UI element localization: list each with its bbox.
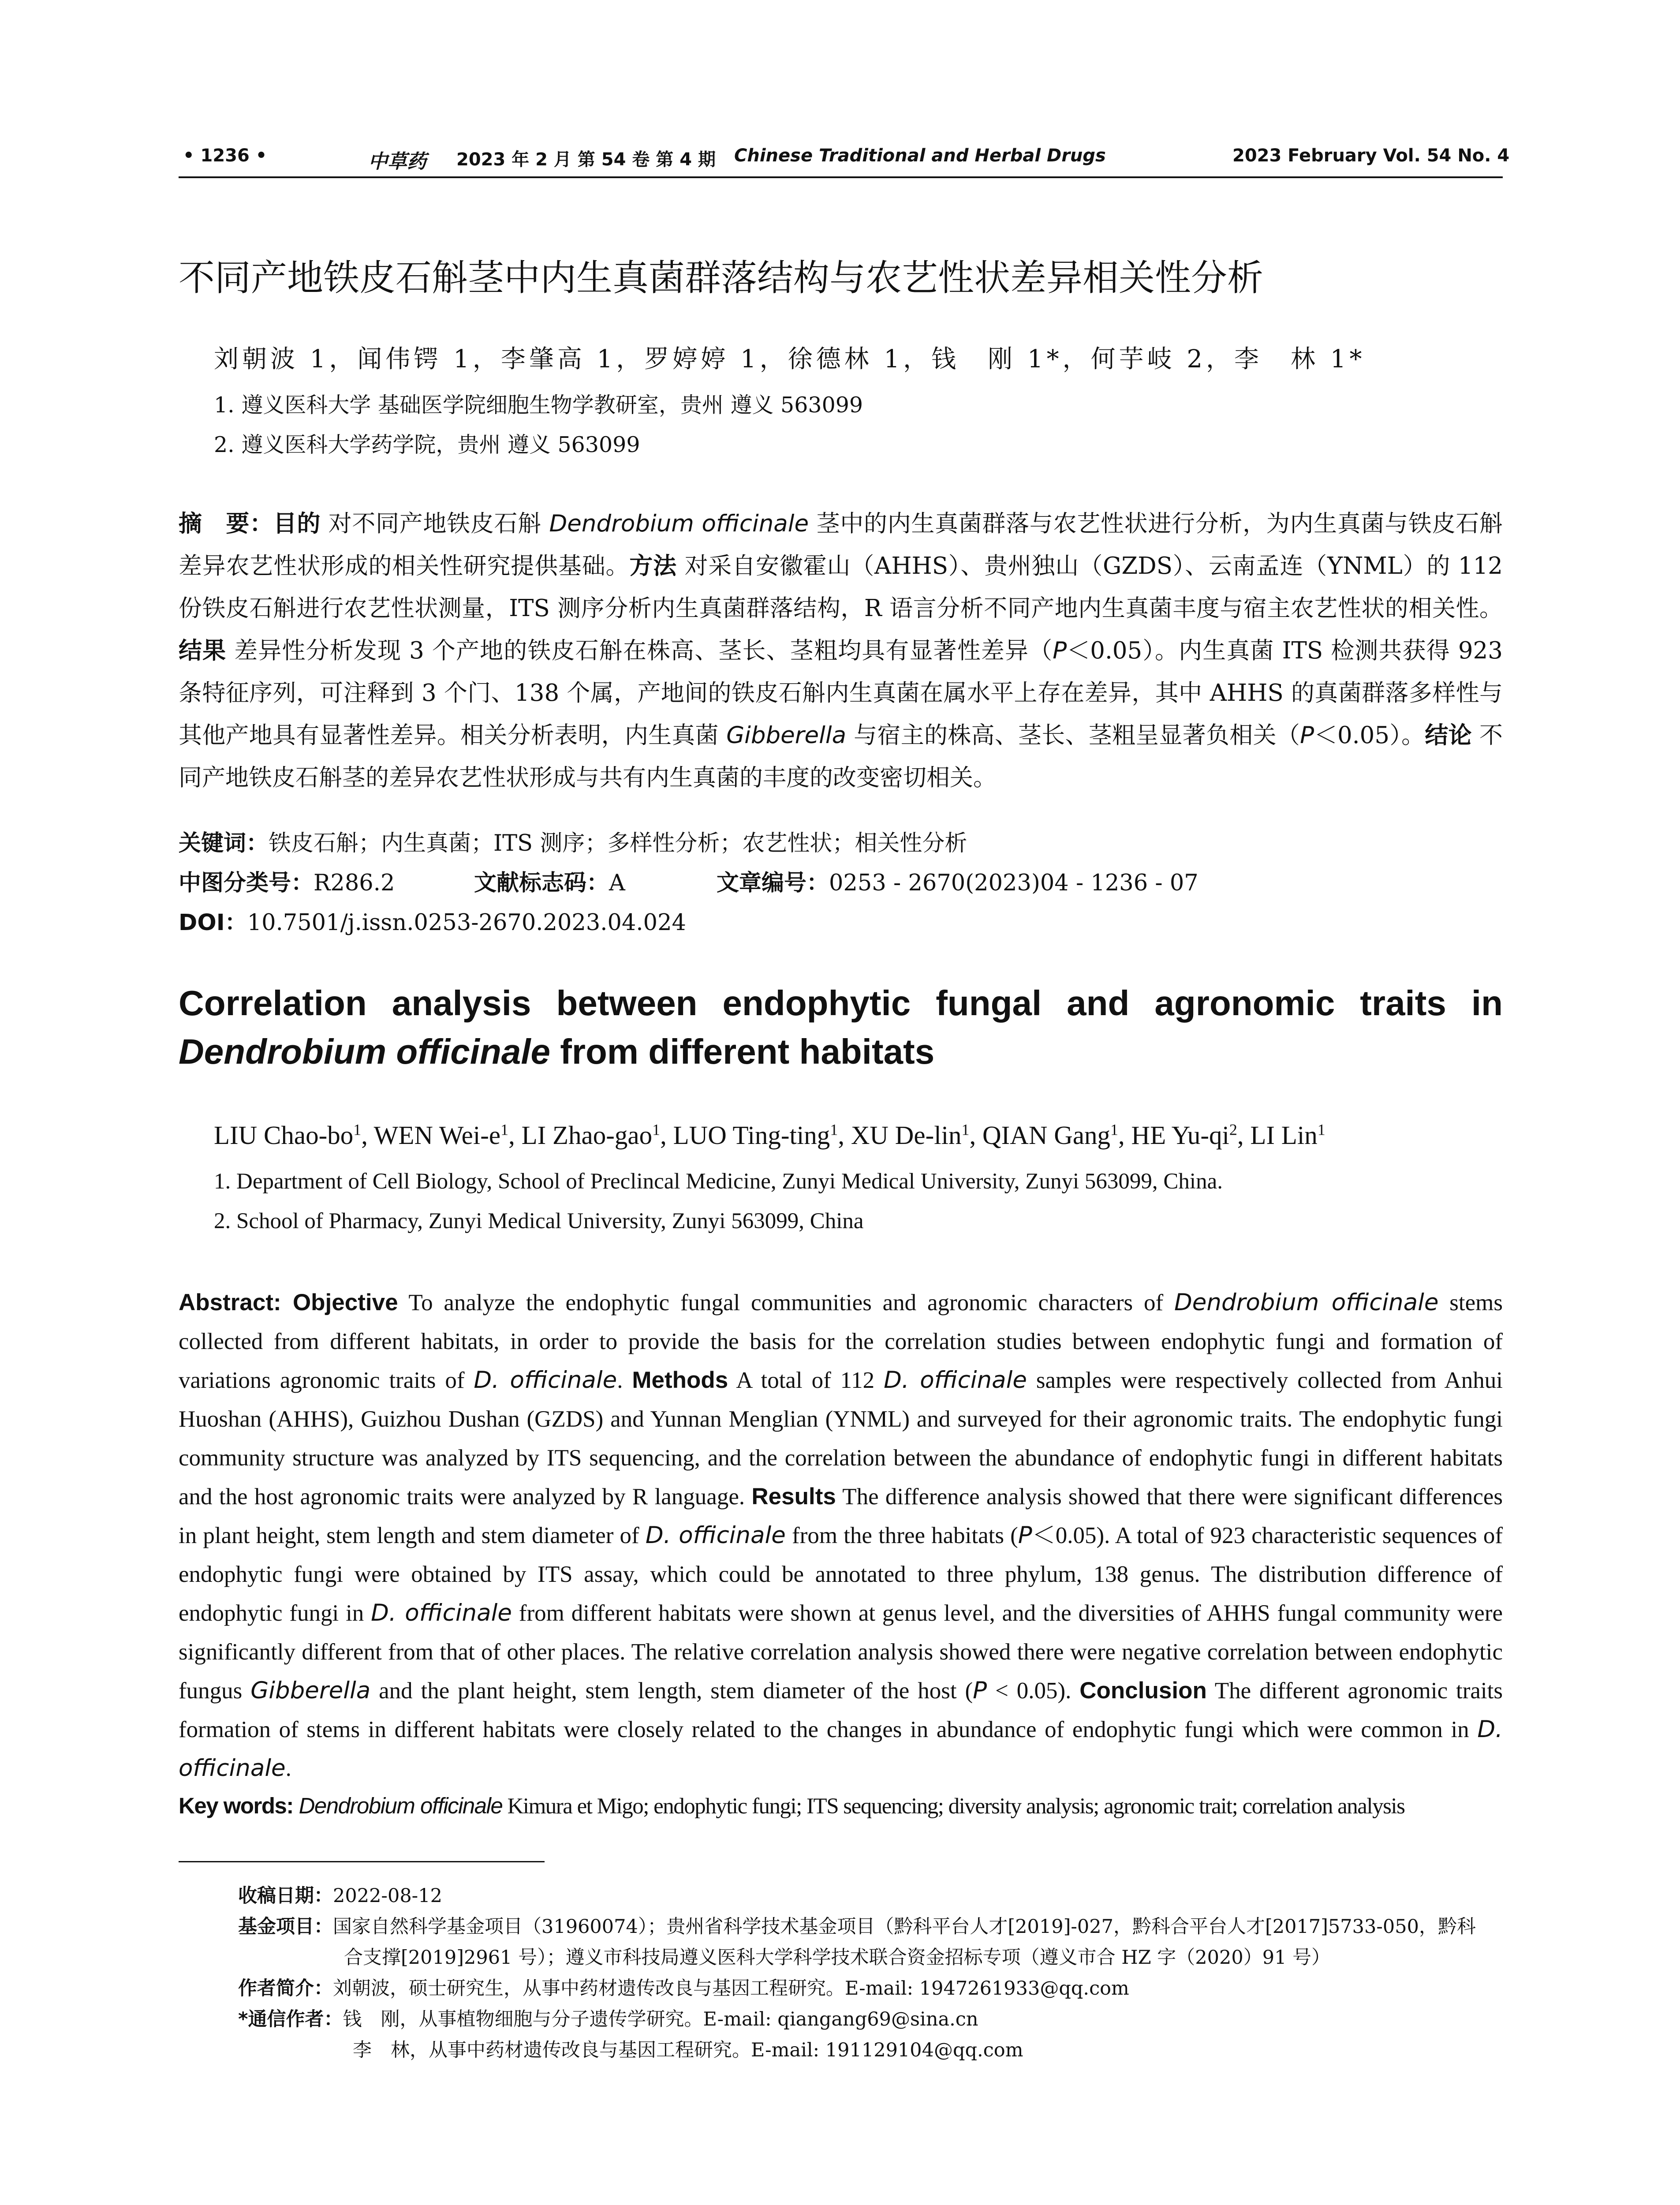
- species-name: Dendrobium officinale: [179, 1032, 551, 1071]
- conclusion-en-text: The different agronomic traits formation of stems in different habitats were closely related to the changes in abundance of endophytic fungi which were common in: [179, 1678, 1503, 1742]
- issue-cn: 2023 年 2 月 第 54 卷 第 4 期: [456, 149, 716, 170]
- species-name: Dendrobium officinale: [1174, 1289, 1439, 1316]
- conclusion-en-label: Conclusion: [1079, 1678, 1207, 1704]
- results-zh-label: 结果: [179, 637, 227, 664]
- author-en-affiliation-mark: 1: [961, 1121, 970, 1139]
- author-en-affiliation-mark: 2: [1229, 1121, 1237, 1139]
- footnote-fund-cont: 合支撑[2019]2961 号）；遵义市科技局遵义医科大学科学技术联合资金招标专项（遵义市合 HZ 字（2020）91 号）: [344, 1947, 1331, 1969]
- running-header: [179, 146, 1510, 176]
- p-symbol: P: [1300, 722, 1314, 749]
- author-en-name: LUO Ting-ting: [673, 1121, 830, 1150]
- corresponding-author-1: 钱 刚，从事植物细胞与分子遗传学研究。E-mail: qiangang69@sina.cn: [343, 2008, 978, 2030]
- title-en-line1: Correlation analysis between endophytic fungal and agronomic traits in: [179, 983, 1503, 1023]
- affiliation-zh-2: 2. 遵义医科大学药学院，贵州 遵义 563099: [214, 432, 640, 457]
- author-en-affiliation-mark: 1: [353, 1121, 362, 1139]
- author-bio-text: 刘朝波，硕士研究生，从事中药材遗传改良与基因工程研究。E-mail: 1947261933@qq.com: [333, 1977, 1129, 1999]
- author-en-name: QIAN Gang: [982, 1121, 1111, 1150]
- footnote-corresponding: [238, 2004, 978, 2031]
- authors-en: LIU Chao-$bo^1$, WEN Wei-$e^1$, LI Zhao-gao$^1$, LUO Ting-ting$^1$, XU De-lin$^1$, QIAN Gang$^1$, HE $Yu-qi^2$, LI Lin$^1$: [214, 1121, 1325, 1150]
- affiliation-en-2: 2. School of Pharmacy, Zunyi Medical University, Zunyi 563099, China: [214, 1209, 864, 1233]
- affiliation-en-1: 1. Department of Cell Biology, School of Preclincal Medicine, Zunyi Medical University, Zunyi 563099, China.: [214, 1169, 1223, 1194]
- species-name: D. officinale: [884, 1367, 1027, 1394]
- footnote-rule: [179, 1861, 545, 1862]
- objective-en-text: stems collected from different habitats, in order to provide the basis for the correlation studies between endophytic fungi and formation of variations agronomic traits of: [179, 1290, 1503, 1393]
- conclusion-zh-text: 不同产地铁皮石斛茎的差异农艺性状形成与共有内生真菌的丰度的改变密切相关。: [179, 722, 1503, 791]
- journal-name-en: Chinese Traditional and Herbal Drugs: [734, 146, 1106, 166]
- title-en-line2: [179, 1028, 1503, 1076]
- doi-label: DOI：: [179, 910, 247, 936]
- objective-zh-label: 目的: [273, 510, 321, 537]
- journal-logo: 中草药: [368, 150, 426, 173]
- species-name: D. officinale: [474, 1367, 617, 1394]
- clc-value: R286.2: [314, 870, 395, 896]
- article-no-label: 文章编号：: [717, 870, 829, 896]
- methods-zh-label: 方法: [629, 553, 677, 579]
- species-name: Dendrobium officinale: [299, 1793, 503, 1818]
- fund-text: 国家自然科学基金项目（31960074）；贵州省科学技术基金项目（黔科平台人才[2019]-027，黔科合平台人才[2017]5733-050，黔科: [333, 1916, 1476, 1938]
- author-en-affiliation-mark: 1: [652, 1121, 661, 1139]
- objective-en-label: Objective: [292, 1289, 398, 1316]
- title-en-rest: from different habitats: [550, 1032, 935, 1071]
- species-name: Dendrobium officinale: [549, 510, 809, 537]
- results-zh-text: ＜0.05）。: [1314, 722, 1425, 749]
- results-zh-text: ＜0.05）。内生真菌 ITS 检测共获得 923 条特征序列，可注释到 3 个门、138 个属，产地间的铁皮石斛内生真菌在属水平上存在差异，其中 AHHS 的真菌群落多样性与其他产地具有显著性差异。相关分析表明，内生真菌: [179, 637, 1503, 749]
- results-zh-text: 差异性分析发现 3 个产地的铁皮石斛在株高、茎长、茎粗均具有显著性差异（: [226, 637, 1053, 664]
- methods-en-text: samples were respectively collected from Anhui Huoshan (AHHS), Guizhou Dushan (GZDS) and Yunnan Menglian (YNML) and surveyed for their agronomic traits. The endophytic fungi community structure was analyzed by ITS sequencing, and the correlation between the abundance of endophytic fungi in different habitats and the host agronomic traits were analyzed by R language.: [179, 1368, 1503, 1510]
- clc-label: 中图分类号：: [179, 870, 314, 896]
- corresponding-label: *通信作者：: [238, 2008, 343, 2030]
- objective-en-text: .: [617, 1368, 632, 1393]
- received-date: 2022-08-12: [333, 1885, 442, 1907]
- results-zh-text: 与宿主的株高、茎长、茎粗呈显著负相关（: [846, 722, 1300, 749]
- page-number: • 1236 •: [183, 146, 267, 166]
- results-en-text: and the plant height, stem length, stem diameter of the host (: [370, 1678, 973, 1704]
- results-en-text: ＜0.05). A total of 923 characteristic sequences of endophytic fungi were obtained by ITS assay, which could be annotated to three phylum, 138 genus. The distribution difference of endophytic fungi in: [179, 1523, 1503, 1626]
- fund-label: 基金项目：: [238, 1916, 333, 1938]
- abstract-en: [179, 1283, 1503, 1788]
- footnote-fund: [238, 1912, 1476, 1939]
- author-en-name: HE Yu-qi: [1131, 1121, 1229, 1150]
- keywords-zh: [179, 825, 1503, 857]
- results-en-text: < 0.05).: [987, 1678, 1080, 1704]
- author-en-name: LI Lin: [1250, 1121, 1318, 1150]
- doc-code-value: A: [609, 870, 625, 896]
- title-zh: 不同产地铁皮石斛茎中内生真菌群落结构与农艺性状差异相关性分析: [179, 257, 1264, 299]
- issue-en: 2023 February Vol. 54 No. 4: [1232, 146, 1510, 166]
- author-en-name: LIU Chao-bo: [214, 1121, 354, 1150]
- author-en-affiliation-mark: 1: [1110, 1121, 1119, 1139]
- author-en-affiliation-mark: 1: [500, 1121, 509, 1139]
- author-en-name: XU De-lin: [851, 1121, 962, 1150]
- footnote-received: [238, 1881, 442, 1908]
- abstract-zh-label: 摘 要：: [179, 510, 273, 537]
- authors-zh: 刘朝波 1，闻伟锷 1，李肇高 1，罗婷婷 1，徐德林 1，钱 刚 1*，何芋岐 2，李 林 1*: [214, 345, 1366, 374]
- conclusion-zh-label: 结论: [1425, 722, 1472, 749]
- doi: [179, 904, 1503, 937]
- genus-name: Gibberella: [250, 1677, 371, 1704]
- species-name: D. officinale: [645, 1522, 786, 1549]
- abstract-zh: [179, 503, 1503, 799]
- classification: [179, 864, 1503, 897]
- header-rule: [179, 176, 1503, 178]
- author-en-name: WEN Wei-e: [373, 1121, 501, 1150]
- keywords-en-label: Key words:: [179, 1793, 299, 1818]
- p-symbol: P: [1053, 637, 1067, 664]
- species-name: D. officinale: [371, 1600, 512, 1626]
- p-symbol: P: [1018, 1522, 1032, 1549]
- author-bio-label: 作者简介：: [238, 1977, 333, 1999]
- title-en: [179, 979, 1503, 1076]
- results-en-text: The difference analysis showed that there were significant differences in plant height, stem length and stem diameter of: [179, 1484, 1503, 1548]
- objective-en-text: To analyze the endophytic fungal communities and agronomic characters of: [398, 1290, 1174, 1316]
- author-en-affiliation-mark: 1: [830, 1121, 838, 1139]
- objective-zh-text: 茎中的内生真菌群落与农艺性状进行分析，为内生真菌与铁皮石斛差异农艺性状形成的相关性研究提供基础。: [179, 510, 1503, 579]
- species-name: D. officinale: [179, 1716, 1503, 1782]
- p-symbol: P: [973, 1677, 987, 1704]
- doi-link[interactable]: 10.7501/j.issn.0253-2670.2023.04.024: [247, 910, 686, 936]
- author-en-affiliation-mark: 1: [1317, 1121, 1325, 1139]
- footnote-corresponding-2: 李 林，从事中药材遗传改良与基因工程研究。E-mail: 191129104@qq.com: [353, 2039, 1023, 2061]
- keywords-en: [179, 1793, 1503, 1819]
- keywords-zh-text: 铁皮石斛；内生真菌；ITS 测序；多样性分析；农艺性状；相关性分析: [269, 830, 967, 856]
- results-en-label: Results: [751, 1484, 836, 1510]
- objective-zh-text: 对不同产地铁皮石斛: [321, 510, 549, 537]
- genus-name: Gibberella: [726, 722, 847, 749]
- methods-en-label: Methods: [632, 1367, 728, 1393]
- author-en-name: LI Zhao-gao: [521, 1121, 653, 1150]
- keywords-zh-label: 关键词：: [179, 830, 269, 856]
- conclusion-en-end: .: [285, 1756, 291, 1781]
- doc-code-label: 文献标志码：: [474, 870, 609, 896]
- results-en-text: from the three habitats (: [785, 1523, 1018, 1548]
- methods-en-text: A total of 112: [728, 1368, 884, 1393]
- abstract-en-label: Abstract:: [179, 1289, 293, 1316]
- footnote-author: [238, 1973, 1129, 2000]
- received-label: 收稿日期：: [238, 1885, 333, 1907]
- methods-zh-text: 对采自安徽霍山（AHHS）、贵州独山（GZDS）、云南孟连（YNML）的 112 份铁皮石斛进行农艺性状测量，ITS 测序分析内生真菌群落结构，R 语言分析不同产地内生真菌丰度与宿主农艺性状的相关性。: [179, 553, 1503, 622]
- results-en-text: from different habitats were shown at genus level, and the diversities of AHHS fungal community were significantly different from that of other places. The relative correlation analysis showed there were negative correlation between endophytic fungus: [179, 1600, 1503, 1704]
- article-no-value: 0253 - 2670(2023)04 - 1236 - 07: [829, 870, 1198, 896]
- affiliation-zh-1: 1. 遵义医科大学 基础医学院细胞生物学教研室，贵州 遵义 563099: [214, 392, 863, 418]
- keywords-en-text: Kimura et Migo; endophytic fungi; ITS sequencing; diversity analysis; agronomic trait; correlation analysis: [502, 1794, 1405, 1819]
